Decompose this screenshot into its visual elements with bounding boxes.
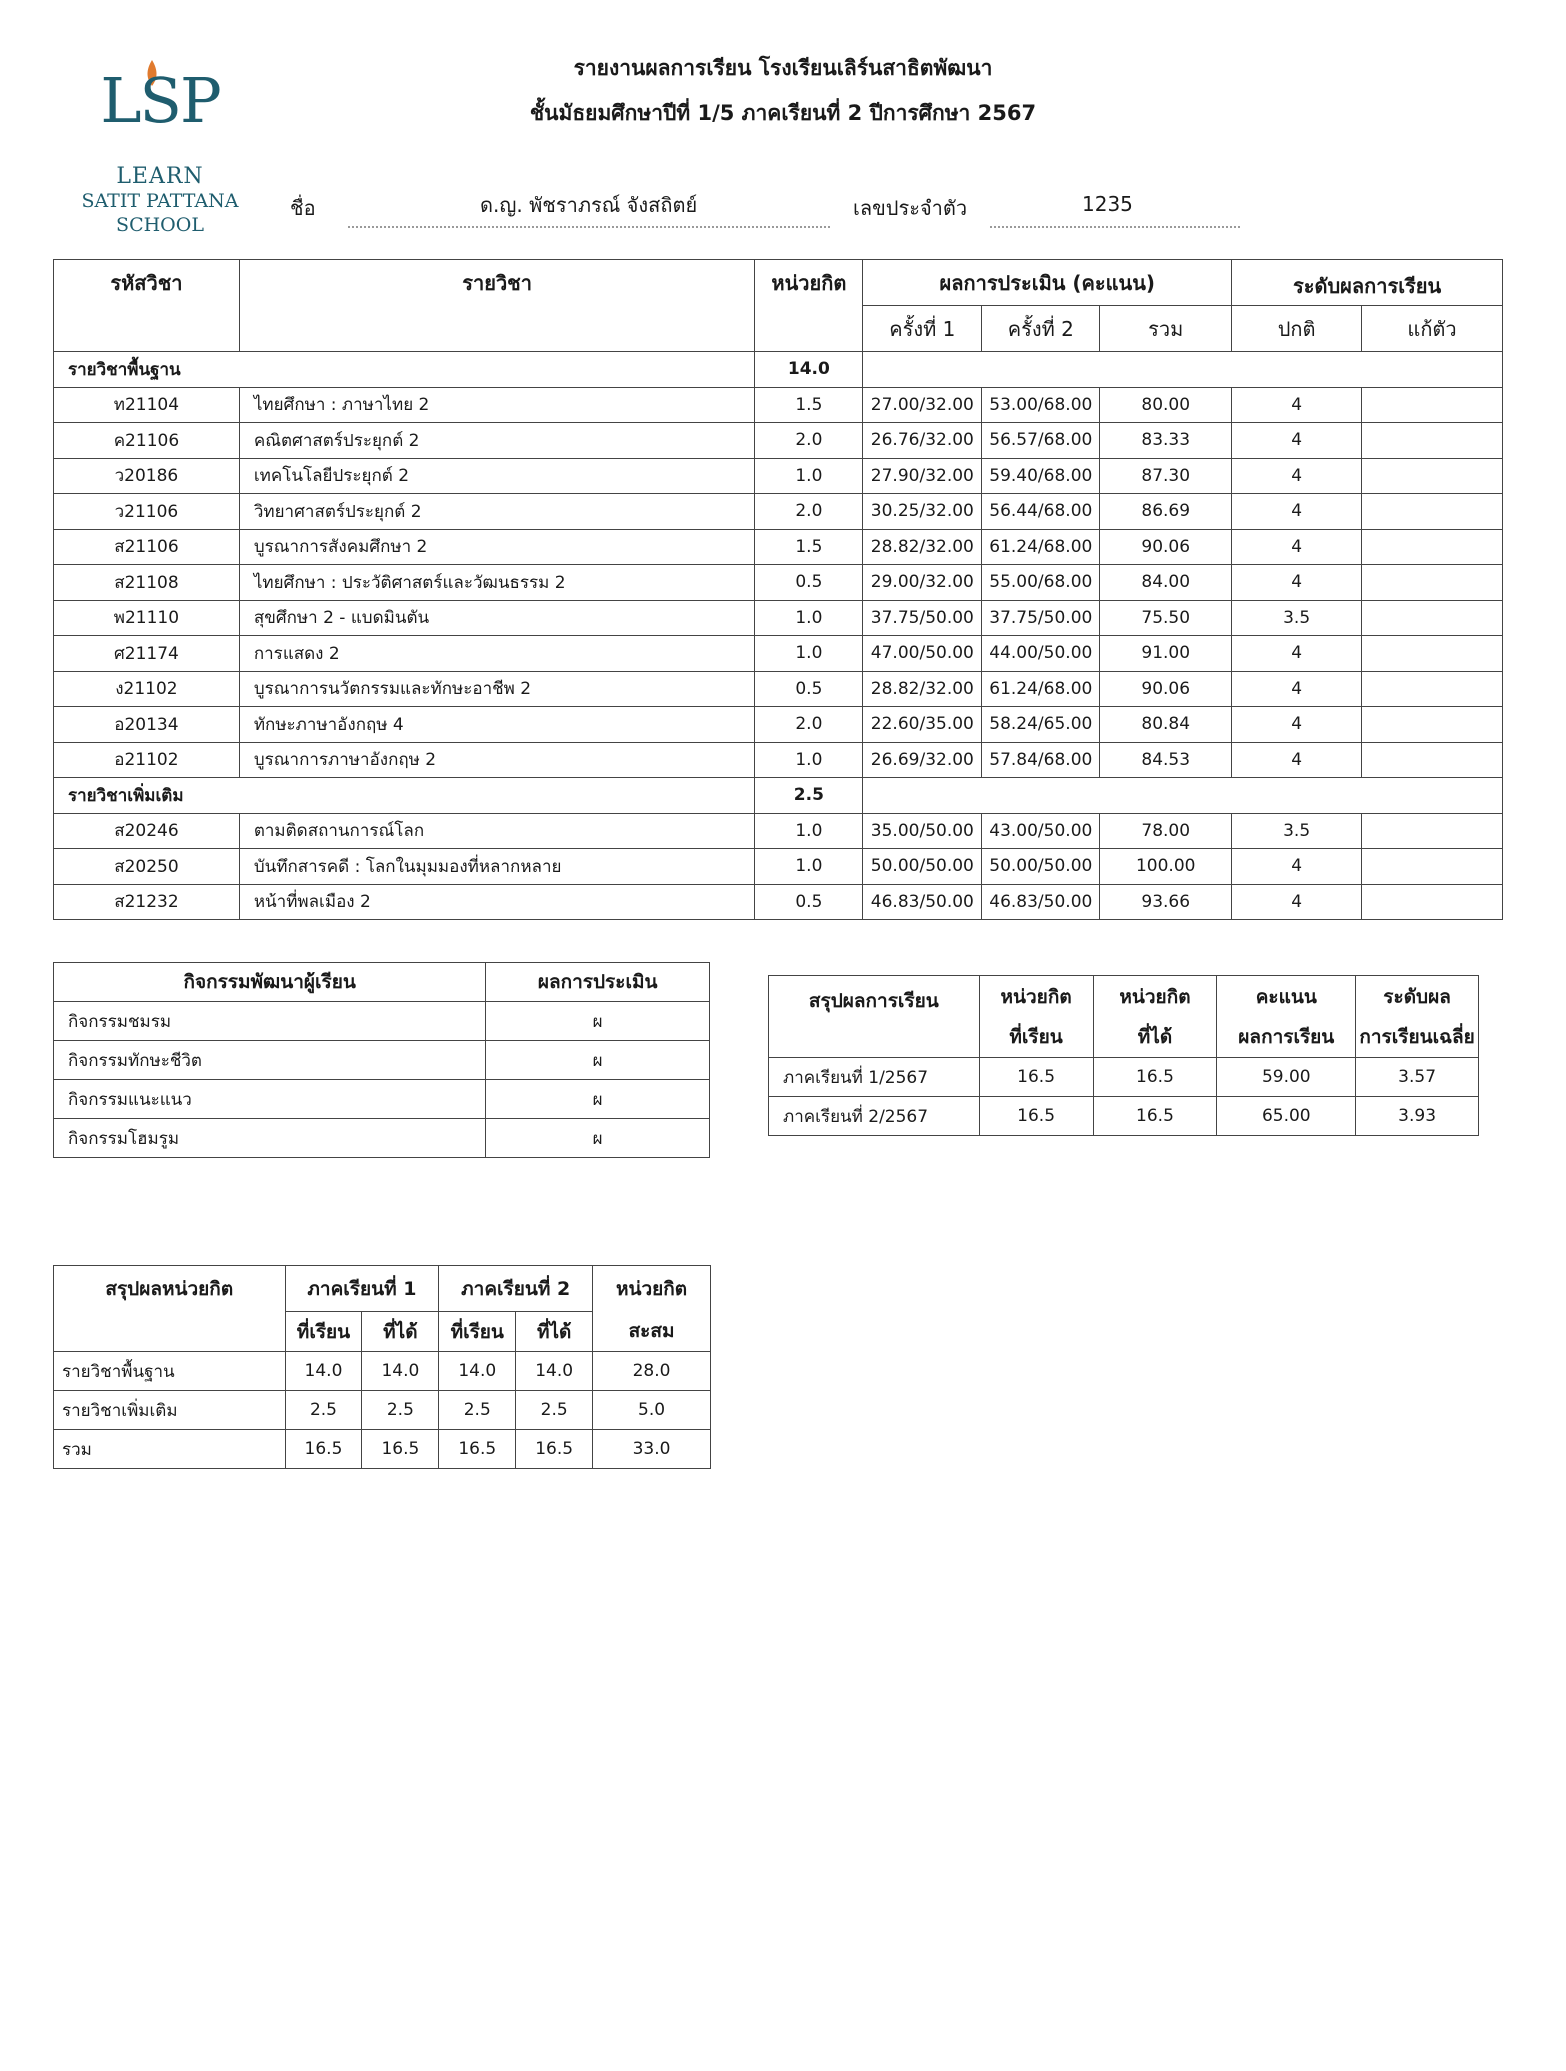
summary-header-earned-l2: ที่ได้ xyxy=(1137,1025,1173,1048)
subject-row xyxy=(54,387,1503,423)
activity-name: กิจกรรมชมรม xyxy=(54,1002,486,1041)
header-subject-blank xyxy=(239,306,755,352)
score-second: 57.84/68.00 xyxy=(982,742,1100,778)
score-total: 84.53 xyxy=(1100,742,1232,778)
summary-credits-earned: 16.5 xyxy=(1093,1058,1217,1097)
extra-section xyxy=(54,778,1503,814)
credits-t1-taken: 14.0 xyxy=(285,1352,362,1391)
id-dotted-line xyxy=(990,226,1240,228)
activity-name: กิจกรรมทักษะชีวิต xyxy=(54,1041,486,1080)
student-id: 1235 xyxy=(1082,192,1133,216)
subject-name: ทักษะภาษาอังกฤษ 4 xyxy=(239,707,755,743)
credits-header-acc-l1: หน่วยกิต xyxy=(593,1266,711,1312)
activity-row xyxy=(54,1002,710,1041)
summary-header-score-l1: คะแนน xyxy=(1255,985,1317,1008)
score-second: 56.44/68.00 xyxy=(982,494,1100,530)
score-second: 56.57/68.00 xyxy=(982,423,1100,459)
grade-normal: 4 xyxy=(1232,494,1362,530)
subject-code: ว21106 xyxy=(54,494,240,530)
subject-row xyxy=(54,742,1503,778)
grade-normal: 4 xyxy=(1232,387,1362,423)
header-first: ครั้งที่ 1 xyxy=(863,306,982,352)
grade-corrected xyxy=(1362,884,1503,920)
grade-normal: 4 xyxy=(1232,529,1362,565)
grade-corrected xyxy=(1362,813,1503,849)
subject-row xyxy=(54,884,1503,920)
activities-body xyxy=(54,1002,710,1158)
score-second: 61.24/68.00 xyxy=(982,671,1100,707)
credits-body xyxy=(54,1352,711,1469)
report-title: รายงานผลการเรียน โรงเรียนเลิร์นสาธิตพัฒนา xyxy=(573,56,993,80)
summary-header-label: สรุปผลการเรียน xyxy=(769,976,980,1058)
grade-normal: 4 xyxy=(1232,671,1362,707)
subject-row xyxy=(54,849,1503,885)
subject-name: หน้าที่พลเมือง 2 xyxy=(239,884,755,920)
subject-credit: 0.5 xyxy=(755,884,863,920)
grade-corrected xyxy=(1362,849,1503,885)
grade-normal: 4 xyxy=(1232,849,1362,885)
subject-name: วิทยาศาสตร์ประยุกต์ 2 xyxy=(239,494,755,530)
score-total: 84.00 xyxy=(1100,565,1232,601)
summary-header-taken-l2: ที่เรียน xyxy=(1009,1025,1063,1048)
credits-t1-earned: 16.5 xyxy=(362,1430,439,1469)
subject-code: ว20186 xyxy=(54,458,240,494)
grade-corrected xyxy=(1362,565,1503,601)
activity-result: ผ xyxy=(486,1002,710,1041)
subject-code: ส21108 xyxy=(54,565,240,601)
summary-header-gpa-l2: การเรียนเฉลี่ย xyxy=(1359,1025,1475,1048)
subject-code: อ20134 xyxy=(54,707,240,743)
basic-section-label: รายวิชาพื้นฐาน xyxy=(54,352,755,388)
credits-header-label: สรุปผลหน่วยกิต xyxy=(54,1266,286,1312)
subject-row xyxy=(54,600,1503,636)
subject-credit: 1.0 xyxy=(755,636,863,672)
subject-name: คณิตศาสตร์ประยุกต์ 2 xyxy=(239,423,755,459)
score-first: 22.60/35.00 xyxy=(863,707,982,743)
credits-t1-earned: 14.0 xyxy=(362,1352,439,1391)
activities-table xyxy=(53,962,710,1158)
summary-header-gpa-l1: ระดับผล xyxy=(1383,985,1451,1008)
subject-code: อ21102 xyxy=(54,742,240,778)
credits-label: รวม xyxy=(54,1430,286,1469)
credits-t1-taken: 16.5 xyxy=(285,1430,362,1469)
summary-credits-earned: 16.5 xyxy=(1093,1097,1217,1136)
credits-row xyxy=(54,1391,711,1430)
activity-row xyxy=(54,1080,710,1119)
score-second: 46.83/50.00 xyxy=(982,884,1100,920)
header-credit-blank xyxy=(755,306,863,352)
header-normal: ปกติ xyxy=(1232,306,1362,352)
score-total: 87.30 xyxy=(1100,458,1232,494)
credits-t1-earned: 2.5 xyxy=(362,1391,439,1430)
subject-name: ไทยศึกษา : ประวัติศาสตร์และวัฒนธรรม 2 xyxy=(239,565,755,601)
score-second: 44.00/50.00 xyxy=(982,636,1100,672)
score-first: 50.00/50.00 xyxy=(863,849,982,885)
name-dotted-line xyxy=(348,226,830,228)
subject-code: ส21106 xyxy=(54,529,240,565)
score-first: 47.00/50.00 xyxy=(863,636,982,672)
subject-name: บูรณาการภาษาอังกฤษ 2 xyxy=(239,742,755,778)
score-second: 55.00/68.00 xyxy=(982,565,1100,601)
subject-code: ศ21174 xyxy=(54,636,240,672)
basic-section-blank xyxy=(863,352,1503,388)
activities-header-name: กิจกรรมพัฒนาผู้เรียน xyxy=(54,963,486,1002)
activity-result: ผ xyxy=(486,1041,710,1080)
grade-summary-table xyxy=(768,975,1479,1136)
extra-section-credit: 2.5 xyxy=(755,778,863,814)
grade-normal: 4 xyxy=(1232,636,1362,672)
credits-label: รายวิชาเพิ่มเติม xyxy=(54,1391,286,1430)
score-total: 80.00 xyxy=(1100,387,1232,423)
extra-section-blank xyxy=(863,778,1503,814)
score-first: 37.75/50.00 xyxy=(863,600,982,636)
subject-row xyxy=(54,707,1503,743)
subject-credit: 1.5 xyxy=(755,387,863,423)
grade-normal: 4 xyxy=(1232,565,1362,601)
header-credit: หน่วยกิต xyxy=(755,260,863,306)
summary-credits-taken: 16.5 xyxy=(979,1058,1093,1097)
subject-credit: 0.5 xyxy=(755,671,863,707)
grades-table xyxy=(53,259,1503,920)
score-total: 90.06 xyxy=(1100,671,1232,707)
basic-section xyxy=(54,352,1503,388)
grade-normal: 4 xyxy=(1232,423,1362,459)
score-first: 27.00/32.00 xyxy=(863,387,982,423)
summary-header-taken-l1: หน่วยกิต xyxy=(1000,985,1072,1008)
subject-row xyxy=(54,423,1503,459)
credits-accumulated: 33.0 xyxy=(593,1430,711,1469)
subject-credit: 2.0 xyxy=(755,423,863,459)
grade-corrected xyxy=(1362,600,1503,636)
summary-term: ภาคเรียนที่ 2/2567 xyxy=(769,1097,980,1136)
summary-header-earned-l1: หน่วยกิต xyxy=(1119,985,1191,1008)
report-subtitle: ชั้นมัธยมศึกษาปีที่ 1/5 ภาคเรียนที่ 2 ปีการศึกษา 2567 xyxy=(529,101,1037,125)
subject-name: การแสดง 2 xyxy=(239,636,755,672)
header-level: ระดับผลการเรียน xyxy=(1232,260,1503,306)
subject-credit: 1.0 xyxy=(755,849,863,885)
logo-line-learn: LEARN xyxy=(116,164,204,189)
credits-t2-taken: 2.5 xyxy=(439,1391,516,1430)
score-first: 30.25/32.00 xyxy=(863,494,982,530)
score-first: 35.00/50.00 xyxy=(863,813,982,849)
score-second: 50.00/50.00 xyxy=(982,849,1100,885)
score-first: 27.90/32.00 xyxy=(863,458,982,494)
summary-header-earned xyxy=(1093,976,1217,1058)
grade-corrected xyxy=(1362,636,1503,672)
subject-code: พ21110 xyxy=(54,600,240,636)
subject-code: ค21106 xyxy=(54,423,240,459)
score-second: 58.24/65.00 xyxy=(982,707,1100,743)
score-total: 93.66 xyxy=(1100,884,1232,920)
extra-section-label: รายวิชาเพิ่มเติม xyxy=(54,778,755,814)
subject-credit: 1.0 xyxy=(755,742,863,778)
score-total: 100.00 xyxy=(1100,849,1232,885)
grade-normal: 4 xyxy=(1232,742,1362,778)
credits-t2-earned: 14.0 xyxy=(516,1352,593,1391)
grade-corrected xyxy=(1362,529,1503,565)
grade-corrected xyxy=(1362,742,1503,778)
activity-row xyxy=(54,1041,710,1080)
subject-name: ตามติดสถานการณ์โลก xyxy=(239,813,755,849)
summary-row xyxy=(769,1058,1479,1097)
summary-credits-taken: 16.5 xyxy=(979,1097,1093,1136)
subject-credit: 1.0 xyxy=(755,600,863,636)
score-first: 26.69/32.00 xyxy=(863,742,982,778)
grades-body xyxy=(54,352,1503,920)
subject-credit: 1.5 xyxy=(755,529,863,565)
score-second: 53.00/68.00 xyxy=(982,387,1100,423)
subject-row xyxy=(54,671,1503,707)
header-assessment: ผลการประเมิน (คะแนน) xyxy=(863,260,1232,306)
credits-header-label-blank xyxy=(54,1312,286,1352)
activity-name: กิจกรรมโฮมรูม xyxy=(54,1119,486,1158)
subject-name: บูรณาการนวัตกรรมและทักษะอาชีพ 2 xyxy=(239,671,755,707)
summary-gpa: 3.93 xyxy=(1356,1097,1479,1136)
credits-summary-table xyxy=(53,1265,711,1469)
grade-normal: 4 xyxy=(1232,458,1362,494)
grade-corrected xyxy=(1362,423,1503,459)
credits-t2-earned: 16.5 xyxy=(516,1430,593,1469)
subject-name: ไทยศึกษา : ภาษาไทย 2 xyxy=(239,387,755,423)
header-second: ครั้งที่ 2 xyxy=(982,306,1100,352)
grade-corrected xyxy=(1362,671,1503,707)
summary-row xyxy=(769,1097,1479,1136)
grade-normal: 3.5 xyxy=(1232,600,1362,636)
subject-row xyxy=(54,565,1503,601)
credits-t1-taken: 2.5 xyxy=(285,1391,362,1430)
subject-credit: 1.0 xyxy=(755,813,863,849)
summary-header-gpa xyxy=(1356,976,1479,1058)
score-total: 90.06 xyxy=(1100,529,1232,565)
grade-corrected xyxy=(1362,494,1503,530)
summary-gpa: 3.57 xyxy=(1356,1058,1479,1097)
activity-result: ผ xyxy=(486,1119,710,1158)
score-second: 61.24/68.00 xyxy=(982,529,1100,565)
logo-line-school: SCHOOL xyxy=(116,214,204,236)
grade-normal: 4 xyxy=(1232,884,1362,920)
credits-accumulated: 28.0 xyxy=(593,1352,711,1391)
subject-code: ง21102 xyxy=(54,671,240,707)
credits-t2-taken: 16.5 xyxy=(439,1430,516,1469)
summary-term: ภาคเรียนที่ 1/2567 xyxy=(769,1058,980,1097)
grade-corrected xyxy=(1362,387,1503,423)
score-first: 26.76/32.00 xyxy=(863,423,982,459)
summary-body xyxy=(769,1058,1479,1136)
summary-score: 65.00 xyxy=(1217,1097,1356,1136)
header-corrected: แก้ตัว xyxy=(1362,306,1503,352)
subject-code: ท21104 xyxy=(54,387,240,423)
credits-header-term1: ภาคเรียนที่ 1 xyxy=(285,1266,439,1312)
credits-header-term2: ภาคเรียนที่ 2 xyxy=(439,1266,593,1312)
subject-row xyxy=(54,494,1503,530)
subject-row xyxy=(54,813,1503,849)
credits-header-acc-l2: สะสม xyxy=(593,1312,711,1352)
credits-t2-taken: 14.0 xyxy=(439,1352,516,1391)
credits-accumulated: 5.0 xyxy=(593,1391,711,1430)
name-label: ชื่อ xyxy=(290,196,316,220)
summary-header-score-l2: ผลการเรียน xyxy=(1238,1025,1335,1048)
subject-credit: 1.0 xyxy=(755,458,863,494)
subject-credit: 2.0 xyxy=(755,494,863,530)
student-name: ด.ญ. พัชราภรณ์ จังสถิตย์ xyxy=(480,193,698,217)
grade-normal: 4 xyxy=(1232,707,1362,743)
header-total: รวม xyxy=(1100,306,1232,352)
grade-corrected xyxy=(1362,707,1503,743)
basic-section-credit: 14.0 xyxy=(755,352,863,388)
score-total: 91.00 xyxy=(1100,636,1232,672)
score-second: 37.75/50.00 xyxy=(982,600,1100,636)
subject-code: ส20250 xyxy=(54,849,240,885)
logo-letters: LSP xyxy=(100,64,220,137)
header-code: รหัสวิชา xyxy=(54,260,240,306)
summary-header-score xyxy=(1217,976,1356,1058)
subject-name: เทคโนโลยีประยุกต์ 2 xyxy=(239,458,755,494)
subject-name: สุขศึกษา 2 - แบดมินตัน xyxy=(239,600,755,636)
score-first: 46.83/50.00 xyxy=(863,884,982,920)
score-first: 29.00/32.00 xyxy=(863,565,982,601)
subject-code: ส20246 xyxy=(54,813,240,849)
summary-score: 59.00 xyxy=(1217,1058,1356,1097)
student-id-label: เลขประจำตัว xyxy=(853,196,968,220)
subject-credit: 0.5 xyxy=(755,565,863,601)
subject-row xyxy=(54,636,1503,672)
score-first: 28.82/32.00 xyxy=(863,671,982,707)
credits-label: รายวิชาพื้นฐาน xyxy=(54,1352,286,1391)
credits-header-t1-earned: ที่ได้ xyxy=(362,1312,439,1352)
score-total: 80.84 xyxy=(1100,707,1232,743)
header-subject: รายวิชา xyxy=(239,260,755,306)
score-total: 75.50 xyxy=(1100,600,1232,636)
score-second: 59.40/68.00 xyxy=(982,458,1100,494)
activity-result: ผ xyxy=(486,1080,710,1119)
subject-code: ส21232 xyxy=(54,884,240,920)
score-total: 86.69 xyxy=(1100,494,1232,530)
summary-header-taken xyxy=(979,976,1093,1058)
grade-corrected xyxy=(1362,458,1503,494)
subject-name: บูรณาการสังคมศึกษา 2 xyxy=(239,529,755,565)
subject-credit: 2.0 xyxy=(755,707,863,743)
subject-row xyxy=(54,458,1503,494)
grade-normal: 3.5 xyxy=(1232,813,1362,849)
activity-row xyxy=(54,1119,710,1158)
score-total: 78.00 xyxy=(1100,813,1232,849)
credits-header-t2-taken: ที่เรียน xyxy=(439,1312,516,1352)
score-total: 83.33 xyxy=(1100,423,1232,459)
credits-row xyxy=(54,1430,711,1469)
credits-row xyxy=(54,1352,711,1391)
subject-row xyxy=(54,529,1503,565)
score-second: 43.00/50.00 xyxy=(982,813,1100,849)
subject-name: บันทึกสารคดี : โลกในมุมมองที่หลากหลาย xyxy=(239,849,755,885)
logo-line-satit: SATIT PATTANA xyxy=(81,190,239,212)
credits-header-t2-earned: ที่ได้ xyxy=(516,1312,593,1352)
credits-header-t1-taken: ที่เรียน xyxy=(285,1312,362,1352)
activity-name: กิจกรรมแนะแนว xyxy=(54,1080,486,1119)
header-code-blank xyxy=(54,306,240,352)
activities-header-result: ผลการประเมิน xyxy=(486,963,710,1002)
credits-t2-earned: 2.5 xyxy=(516,1391,593,1430)
score-first: 28.82/32.00 xyxy=(863,529,982,565)
